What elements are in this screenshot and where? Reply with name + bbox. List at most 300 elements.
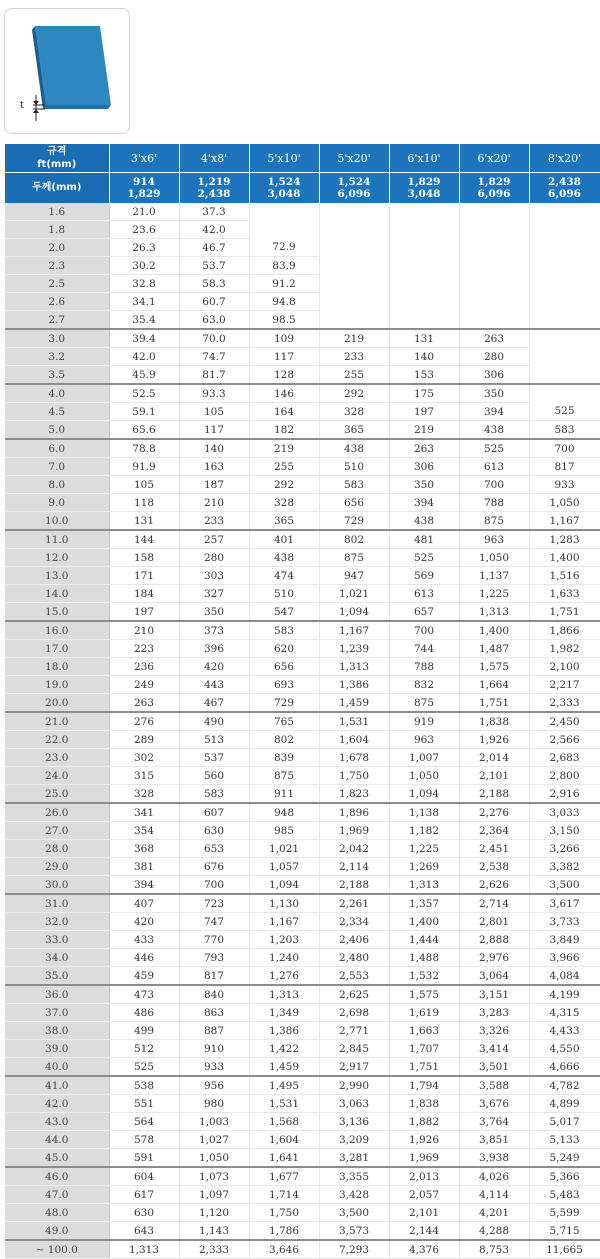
weight-cell: 3,428 <box>319 1186 389 1204</box>
weight-cell: 2,013 <box>389 1167 459 1186</box>
weight-cell: 817 <box>529 458 600 476</box>
weight-cell: 35.4 <box>109 311 179 330</box>
weight-cell: 2,626 <box>459 876 529 895</box>
thickness-cell: 15.0 <box>5 603 109 622</box>
weight-cell: 3,764 <box>459 1113 529 1131</box>
empty-cell <box>389 203 459 221</box>
weight-cell: 1,050 <box>529 494 600 512</box>
column-header-mm: 1,524 3,048 <box>249 173 319 204</box>
empty-cell <box>529 203 600 221</box>
empty-cell <box>529 366 600 385</box>
weight-cell: 1,143 <box>179 1222 249 1241</box>
weight-cell: 875 <box>319 549 389 567</box>
weight-cell: 481 <box>389 530 459 549</box>
weight-cell: 78.8 <box>109 439 179 458</box>
table-row <box>5 731 600 749</box>
weight-cell: 2,917 <box>319 1058 389 1077</box>
weight-cell: 963 <box>459 530 529 549</box>
weight-cell: 2,188 <box>459 785 529 804</box>
weight-cell: 3,136 <box>319 1113 389 1131</box>
column-header-ft: 5'x20' <box>319 144 389 173</box>
weight-cell: 3,851 <box>459 1131 529 1149</box>
weight-cell: 2,042 <box>319 840 389 858</box>
weight-cell: 948 <box>249 803 319 822</box>
weight-cell: 7,293 <box>319 1240 389 1259</box>
table-row <box>5 858 600 876</box>
weight-cell: 656 <box>249 658 319 676</box>
weight-cell: 140 <box>179 439 249 458</box>
weight-cell: 42.0 <box>179 221 249 239</box>
table-row <box>5 567 600 585</box>
thickness-cell: 9.0 <box>5 494 109 512</box>
table-row <box>5 458 600 476</box>
weight-cell: 1,313 <box>389 876 459 895</box>
weight-cell: 153 <box>389 366 459 385</box>
weight-cell: 2,101 <box>389 1204 459 1222</box>
thickness-cell: 14.0 <box>5 585 109 603</box>
weight-cell: 74.7 <box>179 348 249 366</box>
weight-cell: 933 <box>529 476 600 494</box>
weight-cell: 197 <box>109 603 179 622</box>
weight-cell: 292 <box>319 384 389 403</box>
weight-cell: 3,966 <box>529 949 600 967</box>
weight-cell: 118 <box>109 494 179 512</box>
weight-cell: 1,714 <box>249 1186 319 1204</box>
weight-cell: 630 <box>109 1204 179 1222</box>
column-header-ft: 5'x10' <box>249 144 319 173</box>
table-row <box>5 1167 600 1186</box>
weight-cell: 1,094 <box>319 603 389 622</box>
table-row <box>5 512 600 531</box>
column-header-ft: 4'x8' <box>179 144 249 173</box>
weight-cell: 1,575 <box>389 985 459 1004</box>
table-row <box>5 767 600 785</box>
weight-cell: 1,488 <box>389 949 459 967</box>
table-row <box>5 585 600 603</box>
weight-cell: 4,315 <box>529 1004 600 1022</box>
weight-cell: 128 <box>249 366 319 385</box>
weight-cell: 394 <box>459 403 529 421</box>
weight-cell: 547 <box>249 603 319 622</box>
thickness-cell: 34.0 <box>5 949 109 967</box>
table-row <box>5 1131 600 1149</box>
weight-cell: 3,588 <box>459 1076 529 1095</box>
column-header-mm: 2,438 6,096 <box>529 173 600 204</box>
weight-cell: 578 <box>109 1131 179 1149</box>
weight-cell: 219 <box>249 439 319 458</box>
weight-cell: 2,188 <box>319 876 389 895</box>
weight-cell: 1,057 <box>249 858 319 876</box>
weight-cell: 620 <box>249 640 319 658</box>
weight-cell: 2,771 <box>319 1022 389 1040</box>
weight-cell: 985 <box>249 822 319 840</box>
weight-cell: 630 <box>179 822 249 840</box>
weight-cell: 3,033 <box>529 803 600 822</box>
weight-cell: 1,794 <box>389 1076 459 1095</box>
weight-cell: 617 <box>109 1186 179 1204</box>
empty-cell <box>319 293 389 311</box>
weight-cell: 1,926 <box>459 731 529 749</box>
table-row <box>5 239 600 257</box>
weight-cell: 2,100 <box>529 658 600 676</box>
weight-cell: 46.7 <box>179 239 249 257</box>
weight-cell: 1,866 <box>529 621 600 640</box>
weight-cell: 187 <box>179 476 249 494</box>
table-row <box>5 384 600 403</box>
thickness-cell: 26.0 <box>5 803 109 822</box>
weight-cell: 875 <box>249 767 319 785</box>
table-row <box>5 658 600 676</box>
weight-cell: 443 <box>179 676 249 694</box>
weight-cell: 105 <box>109 476 179 494</box>
weight-cell: 1,182 <box>389 822 459 840</box>
weight-cell: 1,459 <box>319 694 389 713</box>
weight-cell: 4,114 <box>459 1186 529 1204</box>
table-row <box>5 203 600 221</box>
empty-cell <box>319 257 389 275</box>
thickness-cell: 36.0 <box>5 985 109 1004</box>
weight-cell: 802 <box>319 530 389 549</box>
weight-cell: 21.0 <box>109 203 179 221</box>
table-row <box>5 931 600 949</box>
weight-cell: 2,916 <box>529 785 600 804</box>
weight-cell: 817 <box>179 967 249 986</box>
weight-cell: 210 <box>179 494 249 512</box>
weight-cell: 583 <box>319 476 389 494</box>
thickness-arrow-down <box>33 101 39 105</box>
weight-cell: 233 <box>179 512 249 531</box>
thickness-cell: 35.0 <box>5 967 109 986</box>
table-row <box>5 785 600 804</box>
weight-cell: 3,849 <box>529 931 600 949</box>
weight-cell: 263 <box>389 439 459 458</box>
weight-cell: 747 <box>179 913 249 931</box>
column-header-mm: 1,829 3,048 <box>389 173 459 204</box>
weight-cell: 1,003 <box>179 1113 249 1131</box>
weight-cell: 446 <box>109 949 179 967</box>
empty-cell <box>529 257 600 275</box>
weight-cell: 3,733 <box>529 913 600 931</box>
weight-cell: 802 <box>249 731 319 749</box>
weight-cell: 2,801 <box>459 913 529 931</box>
weight-cell: 4,899 <box>529 1095 600 1113</box>
weight-cell: 1,400 <box>529 549 600 567</box>
weight-cell: 158 <box>109 549 179 567</box>
weight-cell: 2,888 <box>459 931 529 949</box>
table-row <box>5 1222 600 1241</box>
weight-cell: 1,225 <box>459 585 529 603</box>
weight-cell: 1,444 <box>389 931 459 949</box>
weight-cell: 693 <box>249 676 319 694</box>
weight-cell: 1,203 <box>249 931 319 949</box>
weight-cell: 98.5 <box>249 311 319 330</box>
weight-cell: 52.5 <box>109 384 179 403</box>
weight-cell: 1,050 <box>459 549 529 567</box>
weight-cell: 255 <box>319 366 389 385</box>
thickness-cell: 16.0 <box>5 621 109 640</box>
weight-cell: 2,625 <box>319 985 389 1004</box>
empty-cell <box>459 203 529 221</box>
thickness-cell: 7.0 <box>5 458 109 476</box>
weight-cell: 560 <box>179 767 249 785</box>
thickness-cell: 28.0 <box>5 840 109 858</box>
table-row <box>5 366 600 385</box>
thickness-cell: 32.0 <box>5 913 109 931</box>
weight-cell: 306 <box>459 366 529 385</box>
table-row <box>5 293 600 311</box>
weight-cell: 1,240 <box>249 949 319 967</box>
table-row <box>5 275 600 293</box>
weight-cell: 4,666 <box>529 1058 600 1077</box>
table-row <box>5 221 600 239</box>
table-row <box>5 421 600 440</box>
table-row <box>5 894 600 913</box>
thickness-cell: 1.6 <box>5 203 109 221</box>
column-header-mm: 914 1,829 <box>109 173 179 204</box>
column-header-mm: 1,829 6,096 <box>459 173 529 204</box>
weight-cell: 3,573 <box>319 1222 389 1241</box>
weight-cell: 2,057 <box>389 1186 459 1204</box>
weight-cell: 956 <box>179 1076 249 1095</box>
table-row <box>5 712 600 731</box>
weight-cell: 3,500 <box>319 1204 389 1222</box>
weight-cell: 1,130 <box>249 894 319 913</box>
weight-cell: 3,938 <box>459 1149 529 1168</box>
weight-cell: 1,050 <box>389 767 459 785</box>
weight-cell: 91.2 <box>249 275 319 293</box>
weight-cell: 2,364 <box>459 822 529 840</box>
weight-cell: 4,201 <box>459 1204 529 1222</box>
thickness-cell: 18.0 <box>5 658 109 676</box>
weight-cell: 8,753 <box>459 1240 529 1259</box>
thickness-cell: 20.0 <box>5 694 109 713</box>
weight-cell: 499 <box>109 1022 179 1040</box>
weight-cell: 249 <box>109 676 179 694</box>
sheet-top-face <box>35 26 111 105</box>
weight-cell: 607 <box>179 803 249 822</box>
weight-cell: 210 <box>109 621 179 640</box>
weight-cell: 146 <box>249 384 319 403</box>
weight-cell: 1,751 <box>459 694 529 713</box>
thickness-cell: 48.0 <box>5 1204 109 1222</box>
thickness-cell: 44.0 <box>5 1131 109 1149</box>
weight-cell: 4,288 <box>459 1222 529 1241</box>
thickness-cell: 3.5 <box>5 366 109 385</box>
weight-cell: 396 <box>179 640 249 658</box>
weight-cell: 5,249 <box>529 1149 600 1168</box>
weight-cell: 1,239 <box>319 640 389 658</box>
weight-cell: 401 <box>249 530 319 549</box>
weight-cell: 91.9 <box>109 458 179 476</box>
weight-cell: 4,433 <box>529 1022 600 1040</box>
thickness-cell: 19.0 <box>5 676 109 694</box>
empty-cell <box>319 203 389 221</box>
weight-cell: 3,283 <box>459 1004 529 1022</box>
weight-cell: 5,483 <box>529 1186 600 1204</box>
weight-cell: 59.1 <box>109 403 179 421</box>
weight-cell: 1,138 <box>389 803 459 822</box>
weight-cell: 1,050 <box>179 1149 249 1168</box>
column-header-ft: 8'x20' <box>529 144 600 173</box>
weight-cell: 433 <box>109 931 179 949</box>
weight-cell: 1,664 <box>459 676 529 694</box>
weight-cell: 643 <box>109 1222 179 1241</box>
weight-cell: 83.9 <box>249 257 319 275</box>
table-row <box>5 530 600 549</box>
empty-cell <box>249 221 319 239</box>
weight-cell: 2,451 <box>459 840 529 858</box>
weight-cell: 2,114 <box>319 858 389 876</box>
weight-cell: 1,357 <box>389 894 459 913</box>
weight-cell: 538 <box>109 1076 179 1095</box>
weight-cell: 280 <box>179 549 249 567</box>
thickness-cell: 17.0 <box>5 640 109 658</box>
weight-cell: 131 <box>389 329 459 348</box>
weight-cell: 3,064 <box>459 967 529 986</box>
weight-cell: 5,133 <box>529 1131 600 1149</box>
weight-cell: 700 <box>459 476 529 494</box>
weight-cell: 37.3 <box>179 203 249 221</box>
empty-cell <box>319 275 389 293</box>
table-row <box>5 1022 600 1040</box>
weight-cell: 459 <box>109 967 179 986</box>
weight-cell: 438 <box>459 421 529 440</box>
table-row <box>5 1004 600 1022</box>
weight-cell: 1,677 <box>249 1167 319 1186</box>
weight-cell: 963 <box>389 731 459 749</box>
weight-cell: 354 <box>109 822 179 840</box>
weight-cell: 474 <box>249 567 319 585</box>
weight-cell: 5,715 <box>529 1222 600 1241</box>
weight-cell: 525 <box>529 403 600 421</box>
thickness-cell: 4.5 <box>5 403 109 421</box>
empty-cell <box>319 239 389 257</box>
weight-cell: 4,550 <box>529 1040 600 1058</box>
table-row <box>5 1240 600 1259</box>
weight-cell: 171 <box>109 567 179 585</box>
weight-cell: 341 <box>109 803 179 822</box>
weight-cell: 93.3 <box>179 384 249 403</box>
weight-cell: 1,604 <box>319 731 389 749</box>
weight-cell: 1,313 <box>249 985 319 1004</box>
weight-cell: 3,501 <box>459 1058 529 1077</box>
weight-cell: 700 <box>179 876 249 895</box>
thickness-cell: 12.0 <box>5 549 109 567</box>
weight-cell: 2,334 <box>319 913 389 931</box>
weight-cell: 438 <box>389 512 459 531</box>
thickness-cell: 25.0 <box>5 785 109 804</box>
weight-cell: 1,021 <box>319 585 389 603</box>
weight-cell: 510 <box>319 458 389 476</box>
thickness-cell: 33.0 <box>5 931 109 949</box>
sheet-thumbnail <box>4 8 130 134</box>
weight-cell: 276 <box>109 712 179 731</box>
weight-cell: 2,333 <box>529 694 600 713</box>
weight-cell: 840 <box>179 985 249 1004</box>
weight-cell: 2,990 <box>319 1076 389 1095</box>
weight-cell: 350 <box>459 384 529 403</box>
weight-cell: 910 <box>179 1040 249 1058</box>
weight-cell: 3,266 <box>529 840 600 858</box>
weight-cell: 197 <box>389 403 459 421</box>
header-row-mm <box>5 173 600 204</box>
table-row <box>5 640 600 658</box>
weight-cell: 490 <box>179 712 249 731</box>
weight-cell: 233 <box>319 348 389 366</box>
weight-cell: 394 <box>109 876 179 895</box>
table-row <box>5 822 600 840</box>
thickness-cell: 4.0 <box>5 384 109 403</box>
weight-cell: 131 <box>109 512 179 531</box>
table-row <box>5 439 600 458</box>
weight-cell: 53.7 <box>179 257 249 275</box>
weight-cell: 219 <box>319 329 389 348</box>
weight-cell: 537 <box>179 749 249 767</box>
weight-cell: 3,209 <box>319 1131 389 1149</box>
weight-cell: 1,137 <box>459 567 529 585</box>
thickness-cell: 41.0 <box>5 1076 109 1095</box>
table-row <box>5 676 600 694</box>
weight-cell: 1,094 <box>389 785 459 804</box>
weight-cell: 1,750 <box>319 767 389 785</box>
empty-cell <box>529 384 600 403</box>
thickness-label: t <box>20 100 24 111</box>
weight-cell: 1,619 <box>389 1004 459 1022</box>
weight-cell: 315 <box>109 767 179 785</box>
thickness-cell: 30.0 <box>5 876 109 895</box>
weight-cell: 289 <box>109 731 179 749</box>
weight-cell: 1,386 <box>249 1022 319 1040</box>
weight-cell: 613 <box>389 585 459 603</box>
weight-cell: 34.1 <box>109 293 179 311</box>
weight-cell: 4,782 <box>529 1076 600 1095</box>
weight-cell: 1,641 <box>249 1149 319 1168</box>
weight-cell: 510 <box>249 585 319 603</box>
empty-cell <box>529 329 600 348</box>
empty-cell <box>249 203 319 221</box>
weight-cell: 1,269 <box>389 858 459 876</box>
weight-cell: 164 <box>249 403 319 421</box>
thickness-cell: 46.0 <box>5 1167 109 1186</box>
thickness-cell: 24.0 <box>5 767 109 785</box>
empty-cell <box>459 239 529 257</box>
weight-cell: 365 <box>319 421 389 440</box>
weight-cell: 1,459 <box>249 1058 319 1077</box>
weight-cell: 105 <box>179 403 249 421</box>
table-row <box>5 621 600 640</box>
thickness-cell: 2.6 <box>5 293 109 311</box>
weight-cell: 4,199 <box>529 985 600 1004</box>
thickness-header: 두께(mm) <box>5 173 109 204</box>
column-header-ft: 3'x6' <box>109 144 179 173</box>
weight-cell: 263 <box>109 694 179 713</box>
weight-cell: 438 <box>319 439 389 458</box>
table-row <box>5 348 600 366</box>
weight-cell: 109 <box>249 329 319 348</box>
weight-cell: 1,532 <box>389 967 459 986</box>
weight-cell: 473 <box>109 985 179 1004</box>
weight-cell: 1,283 <box>529 530 600 549</box>
empty-cell <box>459 293 529 311</box>
weight-cell: 569 <box>389 567 459 585</box>
table-row <box>5 549 600 567</box>
weight-cell: 2,333 <box>179 1240 249 1259</box>
weight-cell: 1,007 <box>389 749 459 767</box>
weight-cell: 1,094 <box>249 876 319 895</box>
thickness-cell: ~ 100.0 <box>5 1240 109 1259</box>
thickness-cell: 2.0 <box>5 239 109 257</box>
weight-cell: 420 <box>179 658 249 676</box>
